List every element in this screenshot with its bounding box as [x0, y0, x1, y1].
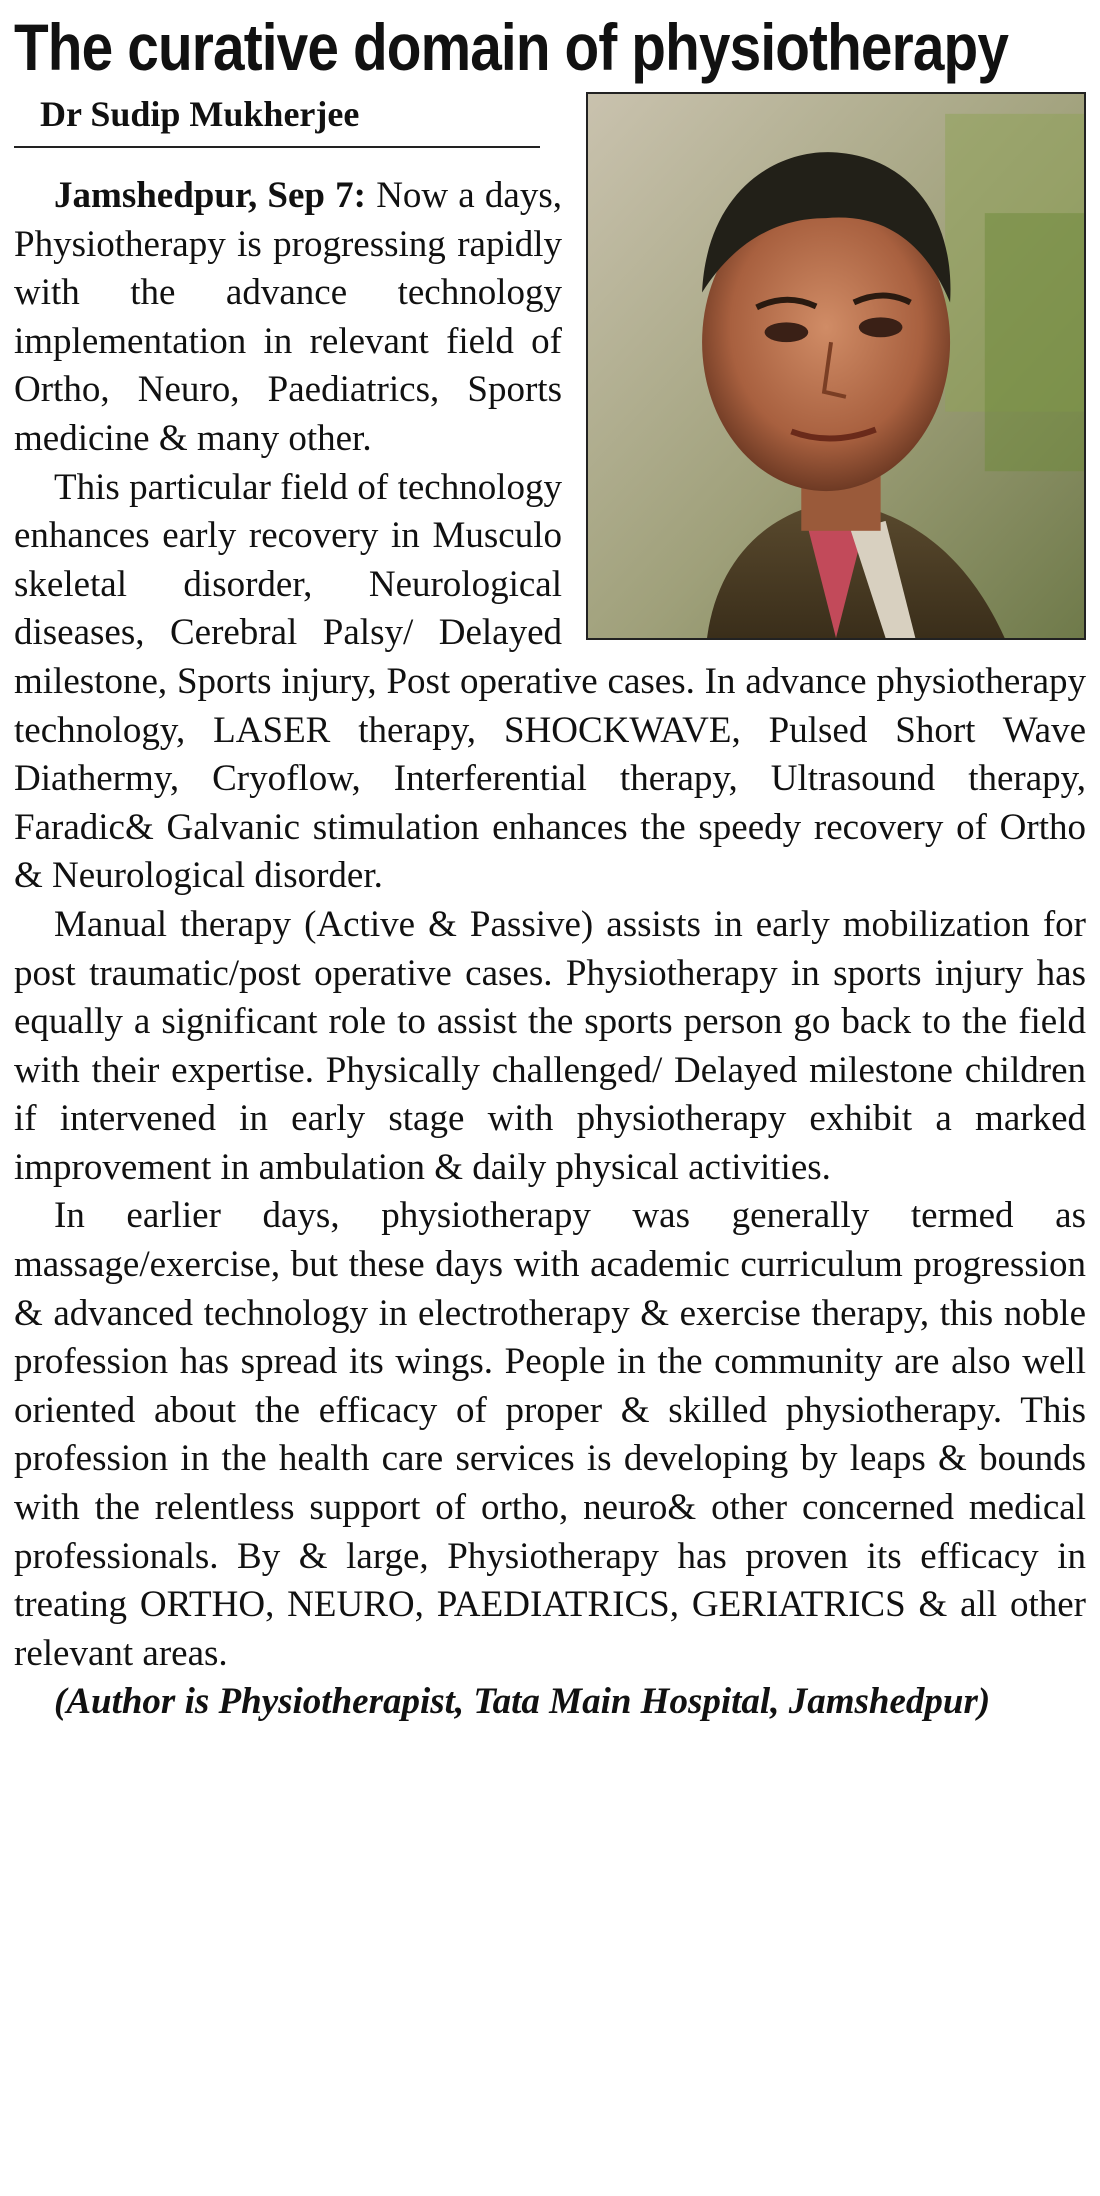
author-note: (Author is Physiotherapist, Tata Main Hospital, Jamshedpur): [54, 1681, 991, 1723]
article-page: [14, 0, 1086, 1727]
paragraph-3: Manual therapy (Active & Passive) assists in early mobilization for post traumatic/post operative cases. Physiotherapy in sports injury has equally a significant role to assist the sports person go back to the field with their expertise. Physically challenged/ Delayed milestone children if intervened in early stage with physiotherapy exhibit a marked improvement in ambulation & daily physical activities.: [14, 903, 1086, 1188]
dateline: Jamshedpur, Sep 7:: [54, 175, 366, 216]
paragraph-2: This particular field of technology enhances early recovery in Musculo skeletal disorder, Neurological diseases, Cerebral Palsy/ Delayed milestone, Sports injury, Post operative cases. In advance physiotherapy technology, LASER therapy, SHOCKWAVE, Pulsed Short Wave Diathermy, Cryoflow, Interferential therapy, Ultrasound therapy, Faradic& Galvanic stimulation enhances the speedy recovery of Ortho & Neurological disorder.: [14, 466, 1086, 897]
headline: The curative domain of physiotherapy: [14, 10, 1009, 84]
paragraph-1-text: Now a days, Physiotherapy is progressing rapidly with the advance technology implementation in relevant field of Ortho, Neuro, Paediatrics, Sports medicine & many other.: [14, 175, 562, 459]
author-photo: [586, 92, 1086, 640]
byline-block: [14, 80, 540, 148]
author-portrait-image: [588, 94, 1084, 638]
byline: Dr Sudip Mukherjee: [40, 94, 360, 134]
paragraph-4: In earlier days, physiotherapy was generally termed as massage/exercise, but these days with academic curriculum progression & advanced technology in electrotherapy & exercise therapy, this noble profession has spread its wings. People in the community are also well oriented about the efficacy of proper & skilled physiotherapy. This profession in the health care services is developing by leaps & bounds with the relentless support of ortho, neuro& other concerned medical professionals. By & large, Physiotherapy has proven its efficacy in treating ORTHO, NEURO, PAEDIATRICS, GERIATRICS & all other relevant areas.: [14, 1195, 1086, 1674]
